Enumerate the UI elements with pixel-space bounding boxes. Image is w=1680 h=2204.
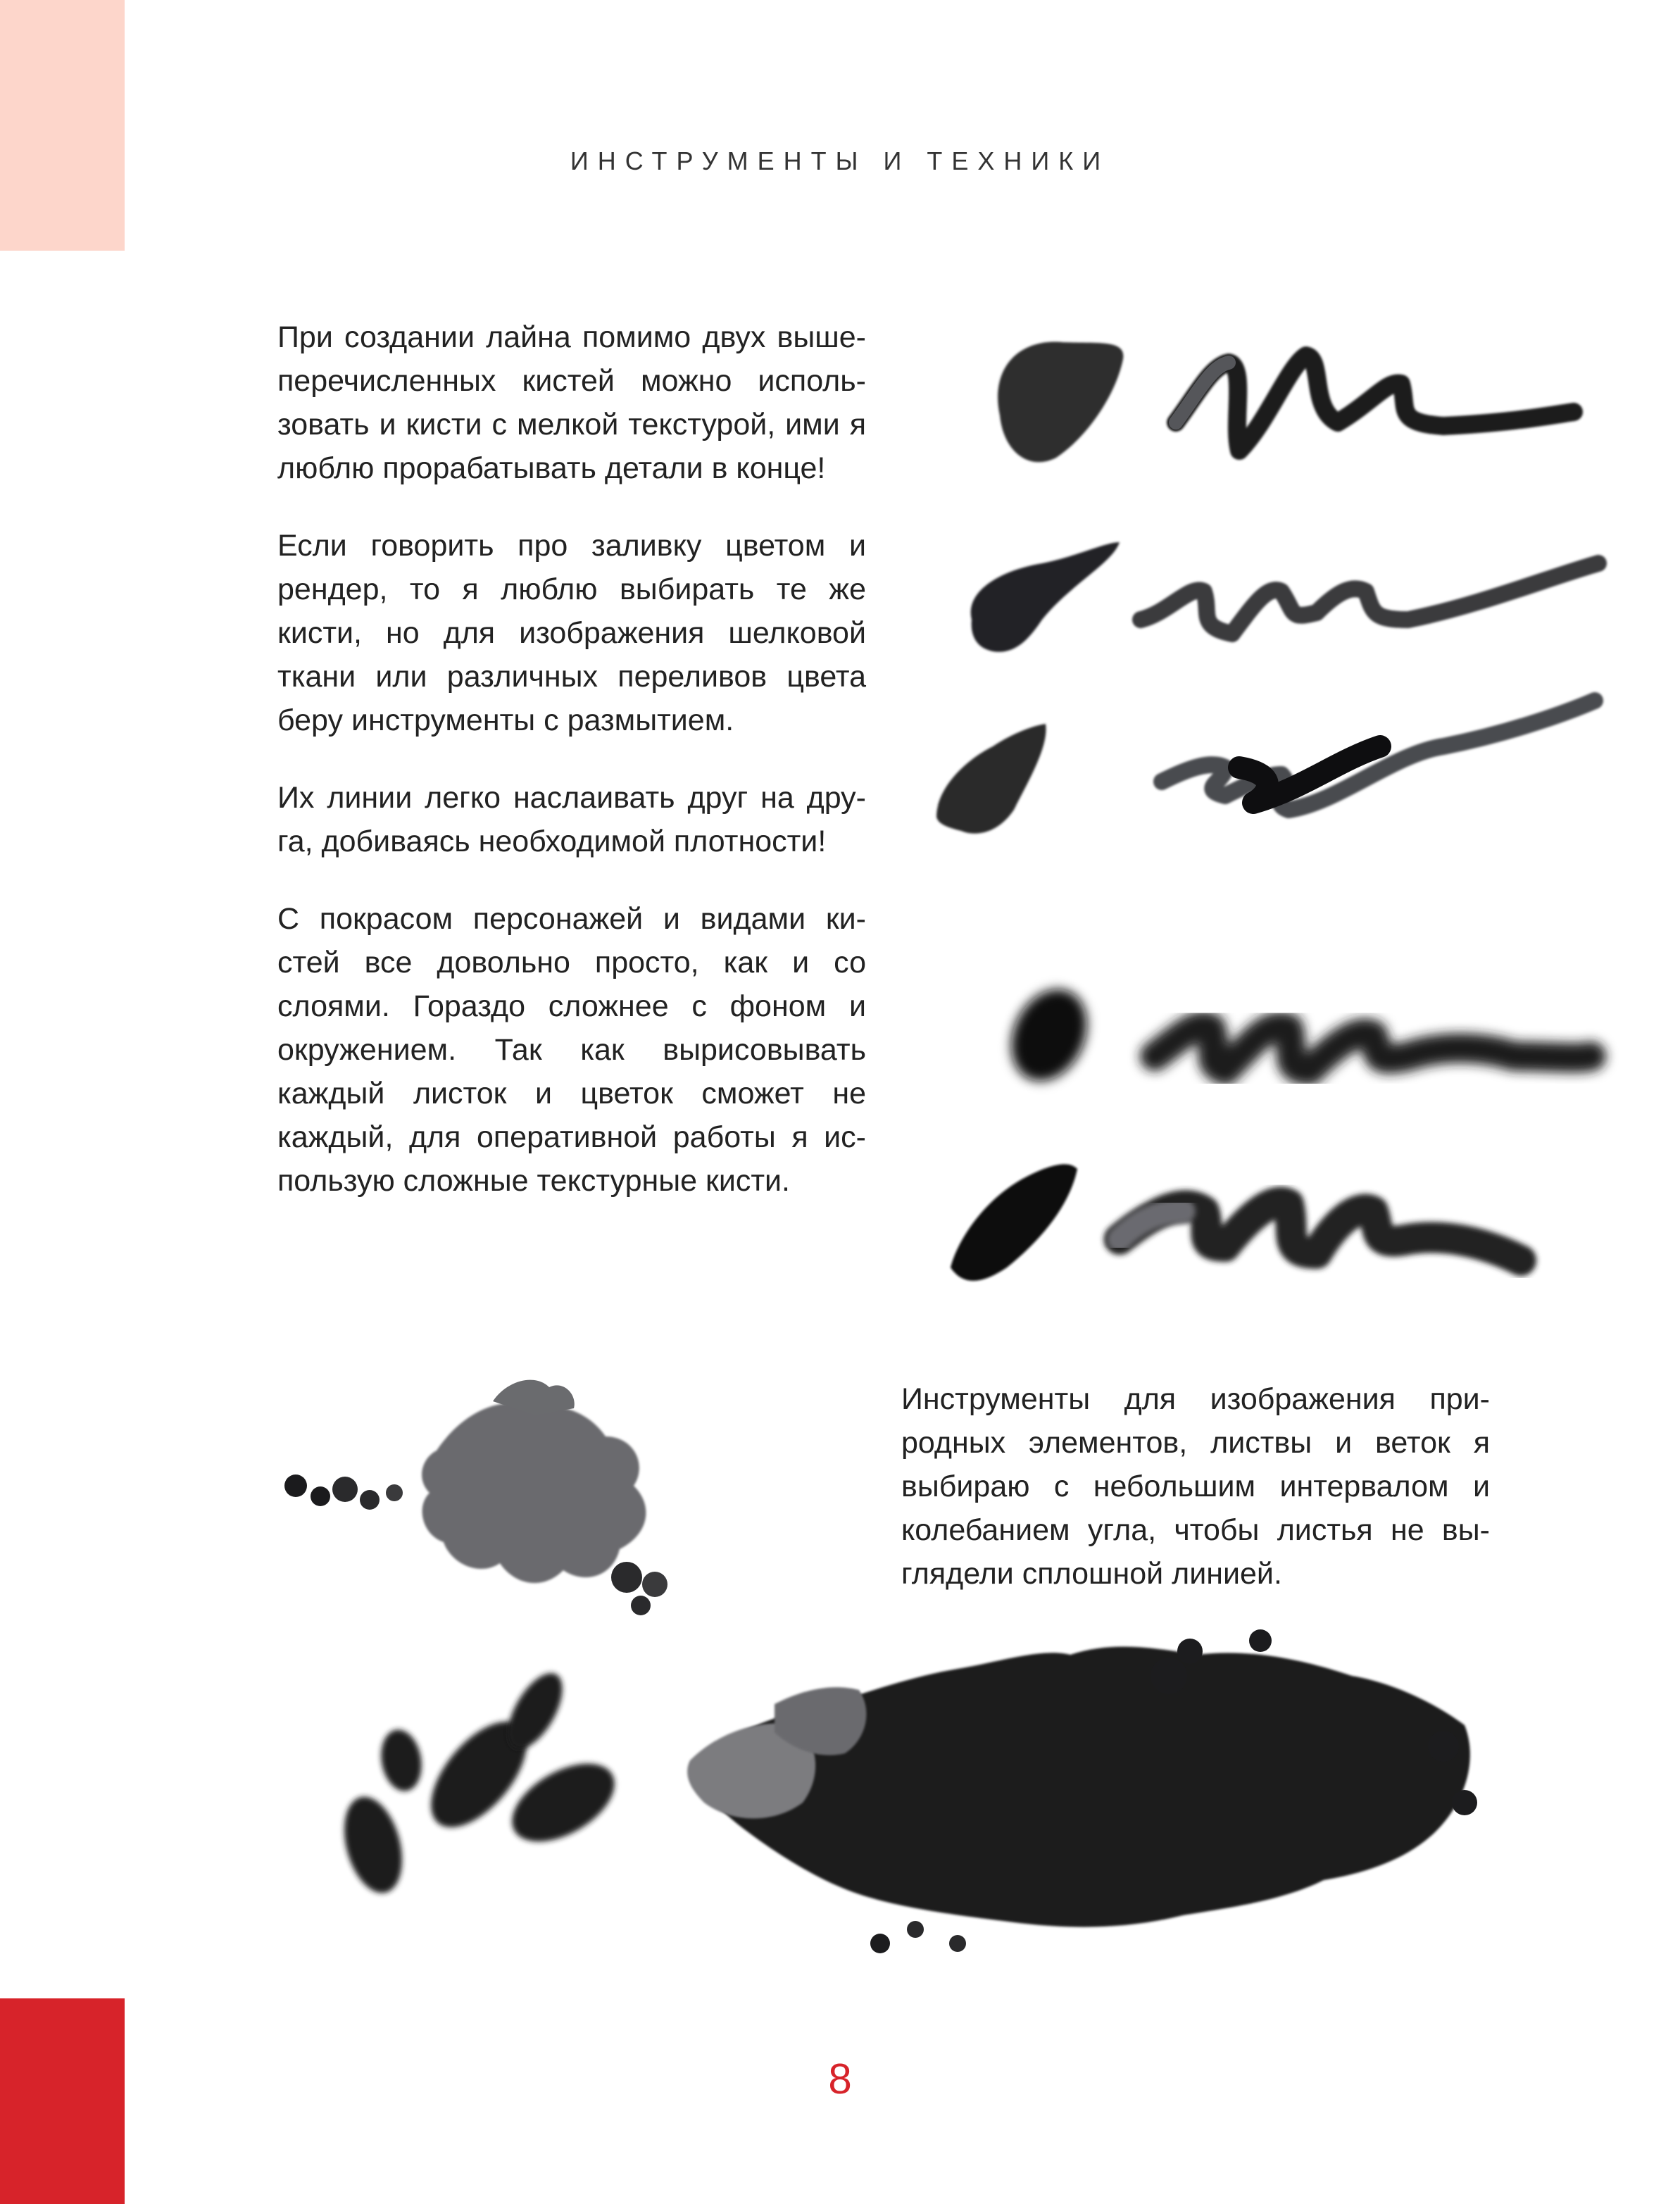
brush-sample-row-4 [997, 977, 1591, 1094]
paragraph-line-brushes: При создании лайна помимо двух выше-перечисленных кистей можно исполь-зовать и кисти с мелкой текстурой, ими я люблю прорабатывать детали в конце! [277, 320, 866, 485]
brush-sample-row-3 [936, 701, 1595, 834]
paragraph-layering: Их линии легко наслаивать друг на дру-га, добиваясь необходимой плотности! [277, 781, 866, 858]
leaf-strokes-scattered [334, 1665, 627, 1899]
brush-sample-row-1 [998, 342, 1574, 462]
caption-nature-brushes: Инструменты для изображения при-родных элементов, листвы и веток я выбираю с небольшим интервалом и колебанием угла, чтобы листья не вы-глядели сплошной линией. [901, 1382, 1490, 1591]
soft-blob-4 [997, 977, 1101, 1094]
brush-blob-2 [971, 542, 1120, 652]
paragraph-fill-render: Если говорить про заливку цветом и рендер, то я люблю выбирать те же кисти, но для изображения шелковой ткани или различных переливов цвета беру инструменты с размытием. [277, 529, 866, 737]
brush-zigzag-2 [1141, 563, 1598, 634]
soft-zigzag-4 [1155, 1026, 1591, 1070]
brush-sample-row-2 [971, 542, 1598, 652]
section-header: ИНСТРУМЕНТЫ И ТЕХНИКИ [570, 146, 1110, 175]
foliage-band-large [687, 1629, 1477, 1953]
foliage-cluster-small [284, 1380, 667, 1615]
brush-blob-1 [998, 342, 1123, 462]
brush-zigzag-1 [1176, 356, 1574, 451]
brush-blob-3 [936, 724, 1046, 834]
bristle-blob-5 [951, 1164, 1077, 1281]
paragraph-textured-brushes: С покрасом персонажей и видами ки-стей все довольно просто, как и со слоями. Гораздо сложнее с фоном и окружением. Так как вырисовывать каждый листок и цветок сможет не каждый, для оперативной работы я ис-пользую сложные текстурные кисти. [277, 902, 866, 1198]
page-number: 8 [828, 2055, 852, 2103]
brush-sample-row-5 [951, 1164, 1521, 1281]
